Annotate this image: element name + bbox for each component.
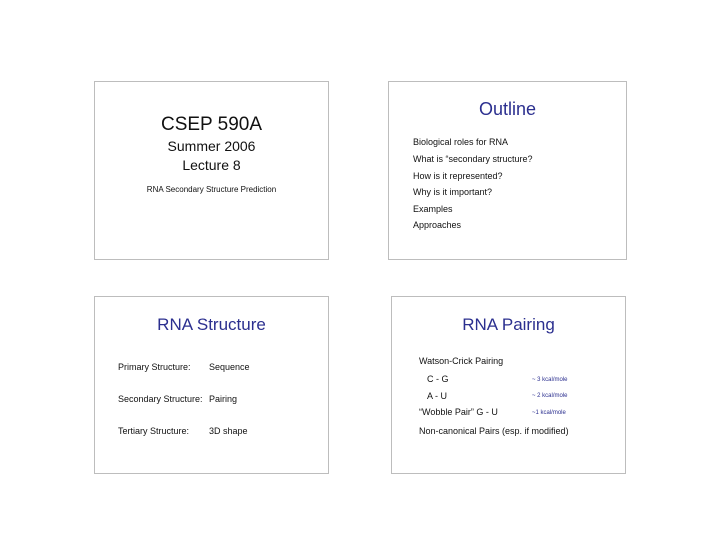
pairing-heading: Watson-Crick Pairing: [419, 356, 504, 366]
pair-label: C - G: [427, 374, 449, 384]
pair-energy: ~ 2 kcal/mole: [532, 393, 568, 399]
slide-heading: RNA Structure: [157, 315, 266, 334]
outline-item: Biological roles for RNA: [413, 137, 509, 147]
structure-label: Primary Structure:: [118, 362, 191, 372]
pair-label: A - U: [427, 391, 448, 401]
outline-item: Why is it important?: [413, 187, 493, 197]
outline-item: Approaches: [413, 220, 462, 230]
outline-item: Examples: [413, 204, 453, 214]
noncanonical-label: Non-canonical Pairs (esp. if modified): [419, 426, 569, 436]
slide-heading: Outline: [479, 99, 537, 119]
structure-value: 3D shape: [209, 426, 248, 436]
wobble-pair-label: “Wobble Pair” G - U: [419, 407, 498, 417]
structure-label: Secondary Structure:: [118, 394, 203, 404]
slide-heading: RNA Pairing: [462, 315, 555, 334]
slide-title: [94, 81, 329, 260]
wobble-pair-energy: ~1 kcal/mole: [532, 410, 566, 416]
slide-rna-pairing: [391, 296, 626, 474]
structure-label: Tertiary Structure:: [118, 426, 190, 436]
outline-item: How is it represented?: [413, 171, 503, 181]
term-label: Summer 2006: [167, 138, 256, 154]
lecture-subtitle: RNA Secondary Structure Prediction: [146, 185, 277, 194]
course-title: CSEP 590A: [160, 114, 263, 135]
lecture-label: Lecture 8: [182, 157, 241, 173]
structure-value: Sequence: [209, 362, 250, 372]
pair-energy: ~ 3 kcal/mole: [532, 377, 568, 383]
outline-item: What is “secondary structure?: [413, 154, 533, 164]
slide-outline: [388, 81, 627, 260]
slide-rna-structure: [94, 296, 329, 474]
structure-value: Pairing: [209, 394, 238, 404]
